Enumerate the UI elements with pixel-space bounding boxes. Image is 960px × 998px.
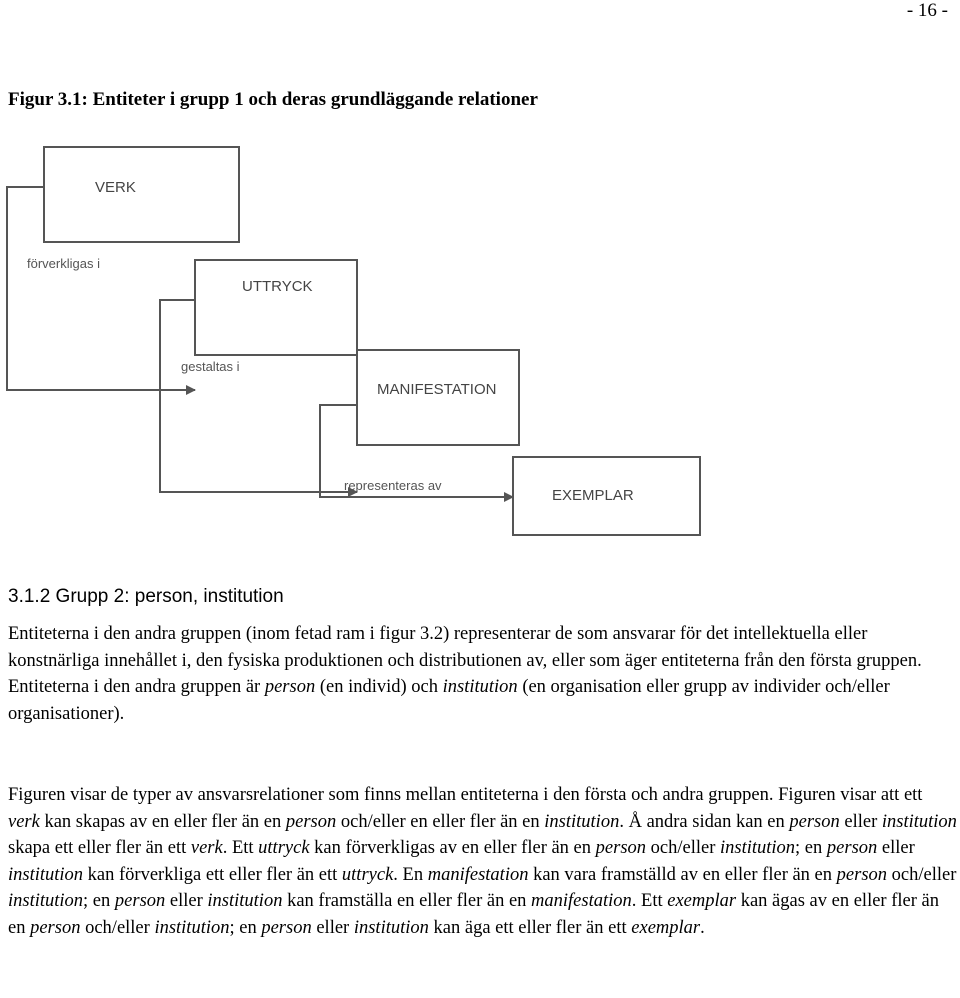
entity-relationship-diagram	[0, 140, 720, 540]
italic-term: institution	[544, 811, 620, 832]
italic-term: person	[789, 811, 840, 832]
italic-term: institution	[154, 917, 230, 938]
figure-title: Figur 3.1: Entiteter i grupp 1 och deras grundläggande relationer	[8, 89, 538, 110]
relation-representeras-av: representeras av	[344, 478, 442, 493]
italic-term: institution	[442, 677, 518, 697]
italic-term: institution	[8, 891, 84, 911]
italic-term: institution	[8, 864, 84, 885]
italic-term: manifestation	[427, 864, 529, 885]
italic-term: person	[261, 917, 312, 938]
italic-term: person	[114, 891, 166, 911]
italic-term: person	[30, 917, 81, 938]
label-verk: VERK	[95, 179, 136, 196]
italic-term: person	[836, 864, 888, 885]
paragraph-2: Figuren visar de typer av ansvarsrelationer som finns mellan entiteterna i den första och andra gruppen. Figuren visar att ett verk kan skapas av en eller fler än en person och/eller en eller fler än en institution. Å andra sidan kan en person eller institution skapa ett eller fler än ett verk. Ett uttryck kan förverkligas av en eller fler än en person och/eller institution; en person eller institution kan förverkliga ett eller fler än ett uttryck. En manifestation kan vara framställd av en eller fler än en person och/eller institution; en person eller institution kan framställa en eller fler än en manifestation. Ett exemplar kan ägas av en eller fler än en person och/eller institution; en person eller institution kan äga ett eller fler än ett exemplar.	[8, 785, 957, 938]
italic-term: exemplar	[667, 891, 737, 911]
italic-term: institution	[720, 838, 796, 858]
italic-term: institution	[207, 891, 283, 911]
label-uttryck: UTTRYCK	[242, 278, 313, 295]
box-uttryck	[195, 260, 357, 355]
italic-term: manifestation	[531, 891, 632, 911]
box-verk	[44, 147, 239, 242]
italic-term: institution	[881, 811, 957, 832]
italic-term: person	[285, 811, 337, 832]
italic-term: exemplar	[631, 917, 701, 938]
label-exemplar: EXEMPLAR	[552, 487, 634, 504]
italic-term: institution	[353, 917, 429, 938]
paragraph-1: Entiteterna i den andra gruppen (inom fetad ram i figur 3.2) representerar de som ansvarar för det intellektuella eller konstnärliga innehållet i, den fysiska produktionen och distributionen av, eller som äger entiteterna från den första gruppen. Entiteterna i den andra gruppen är person (en individ) och institution (en organisation eller grupp av individer och/eller organisationer).	[8, 624, 922, 724]
italic-term: person	[264, 677, 316, 697]
relation-forverkligas-i: förverkligas i	[27, 256, 100, 271]
label-manifestation: MANIFESTATION	[377, 381, 497, 398]
page-number: - 16 -	[906, 0, 948, 21]
italic-term: verk	[8, 811, 40, 832]
italic-term: verk	[190, 838, 223, 858]
italic-term: person	[595, 838, 647, 858]
italic-term: person	[826, 838, 878, 858]
section-heading: 3.1.2 Grupp 2: person, institution	[8, 586, 284, 607]
relation-gestaltas-i: gestaltas i	[181, 359, 240, 374]
italic-term: uttryck	[258, 838, 310, 858]
italic-term: uttryck	[341, 864, 394, 885]
